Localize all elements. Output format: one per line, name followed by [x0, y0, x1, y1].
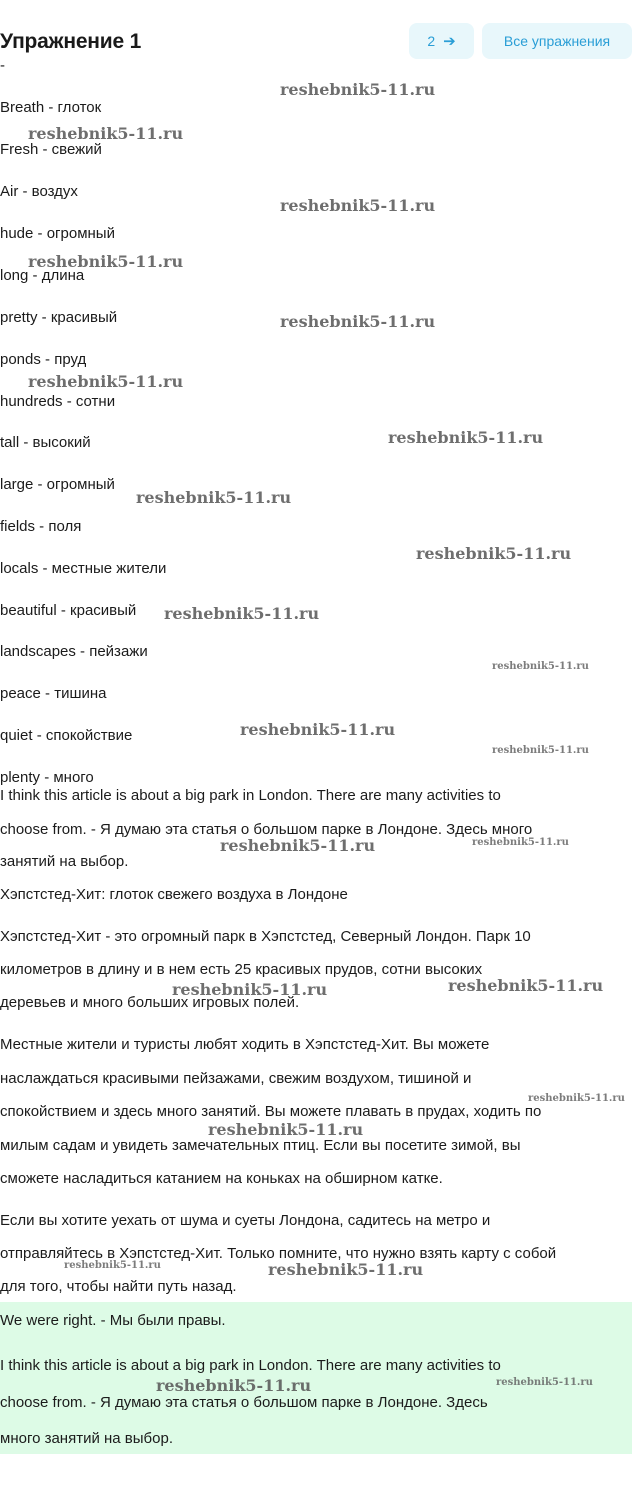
text-line: спокойствием и здесь много занятий. Вы можете плавать в прудах, ходить по — [0, 1103, 542, 1120]
text-line: choose from. - Я думаю эта статья о большом парке в Лондоне. Здесь много — [0, 821, 533, 838]
watermark: reshebnik5-11.ru — [492, 745, 589, 756]
watermark: reshebnik5-11.ru — [448, 976, 604, 995]
watermark: reshebnik5-11.ru — [28, 124, 184, 143]
arrow-right-icon: ➔ — [443, 33, 456, 50]
text-line: деревьев и много больших игровых полей. — [0, 994, 300, 1011]
text-line: Местные жители и туристы любят ходить в Хэпстстед-Хит. Вы можете — [0, 1036, 490, 1053]
answer-line: много занятий на выбор. — [0, 1430, 173, 1447]
watermark: reshebnik5-11.ru — [416, 544, 572, 563]
vocab-item: hude - огромный — [0, 225, 115, 242]
watermark: reshebnik5-11.ru — [164, 604, 320, 623]
vocab-item: hundreds - сотни — [0, 393, 116, 410]
watermark: reshebnik5-11.ru — [388, 428, 544, 447]
text-line: для того, чтобы найти путь назад. — [0, 1278, 237, 1295]
vocab-item: locals - местные жители — [0, 560, 167, 577]
vocab-item: plenty - много — [0, 769, 94, 786]
vocab-item: Air - воздух — [0, 183, 78, 200]
text-line: километров в длину и в нем есть 25 красивых прудов, сотни высоких — [0, 961, 483, 978]
text-line: наслаждаться красивыми пейзажами, свежим воздухом, тишиной и — [0, 1070, 472, 1087]
vocab-item: beautiful - красивый — [0, 602, 137, 619]
watermark: reshebnik5-11.ru — [220, 836, 376, 855]
answer-line: I think this article is about a big park in London. There are many activities to — [0, 1357, 501, 1374]
watermark: reshebnik5-11.ru — [136, 488, 292, 507]
watermark: reshebnik5-11.ru — [280, 196, 436, 215]
watermark: reshebnik5-11.ru — [156, 1376, 312, 1395]
watermark: reshebnik5-11.ru — [240, 720, 396, 739]
watermark: reshebnik5-11.ru — [28, 372, 184, 391]
watermark: reshebnik5-11.ru — [208, 1120, 364, 1139]
all-exercises-button[interactable]: Все упражнения — [482, 23, 632, 59]
text-line: занятий на выбор. — [0, 853, 129, 870]
next-exercise-label: 2 — [427, 33, 436, 49]
vocab-item: pretty - красивый — [0, 309, 118, 326]
text-line: I think this article is about a big park in London. There are many activities to — [0, 787, 501, 804]
next-exercise-button[interactable] — [409, 23, 474, 59]
vocab-item-cut: - — [0, 57, 5, 74]
text-line: Хэпстстед-Хит: глоток свежего воздуха в Лондоне — [0, 886, 348, 903]
page-title: Упражнение 1 — [0, 30, 142, 53]
watermark: reshebnik5-11.ru — [172, 980, 328, 999]
vocab-item: Breath - глоток — [0, 99, 102, 116]
text-line: сможете насладиться катанием на коньках на обширном катке. — [0, 1170, 443, 1187]
text-line: милым садам и увидеть замечательных птиц. Если вы посетите зимой, вы — [0, 1137, 521, 1154]
vocab-item: large - огромный — [0, 476, 115, 493]
vocab-item: landscapes - пейзажи — [0, 643, 148, 660]
text-line: отправляйтесь в Хэпстстед-Хит. Только помните, что нужно взять карту с собой — [0, 1245, 557, 1262]
watermark: reshebnik5-11.ru — [64, 1260, 161, 1271]
vocab-item: Fresh - свежий — [0, 141, 102, 158]
watermark: reshebnik5-11.ru — [280, 312, 436, 331]
vocab-item: long - длина — [0, 267, 85, 284]
text-line: Хэпстстед-Хит - это огромный парк в Хэпстстед, Северный Лондон. Парк 10 — [0, 928, 531, 945]
vocab-item: tall - высокий — [0, 434, 91, 451]
vocab-item: quiet - спокойствие — [0, 727, 133, 744]
watermark: reshebnik5-11.ru — [472, 837, 569, 848]
watermark: reshebnik5-11.ru — [268, 1260, 424, 1279]
watermark: reshebnik5-11.ru — [28, 252, 184, 271]
watermark: reshebnik5-11.ru — [492, 661, 589, 672]
watermark: reshebnik5-11.ru — [528, 1093, 625, 1104]
answer-line: choose from. - Я думаю эта статья о большом парке в Лондоне. Здесь — [0, 1394, 488, 1411]
text-line: Если вы хотите уехать от шума и суеты Лондона, садитесь на метро и — [0, 1212, 491, 1229]
watermark: reshebnik5-11.ru — [496, 1377, 593, 1388]
answer-line: We were right. - Мы были правы. — [0, 1312, 226, 1329]
vocab-item: peace - тишина — [0, 685, 107, 702]
watermark: reshebnik5-11.ru — [280, 80, 436, 99]
vocab-item: ponds - пруд — [0, 351, 87, 368]
vocab-item: fields - поля — [0, 518, 82, 535]
